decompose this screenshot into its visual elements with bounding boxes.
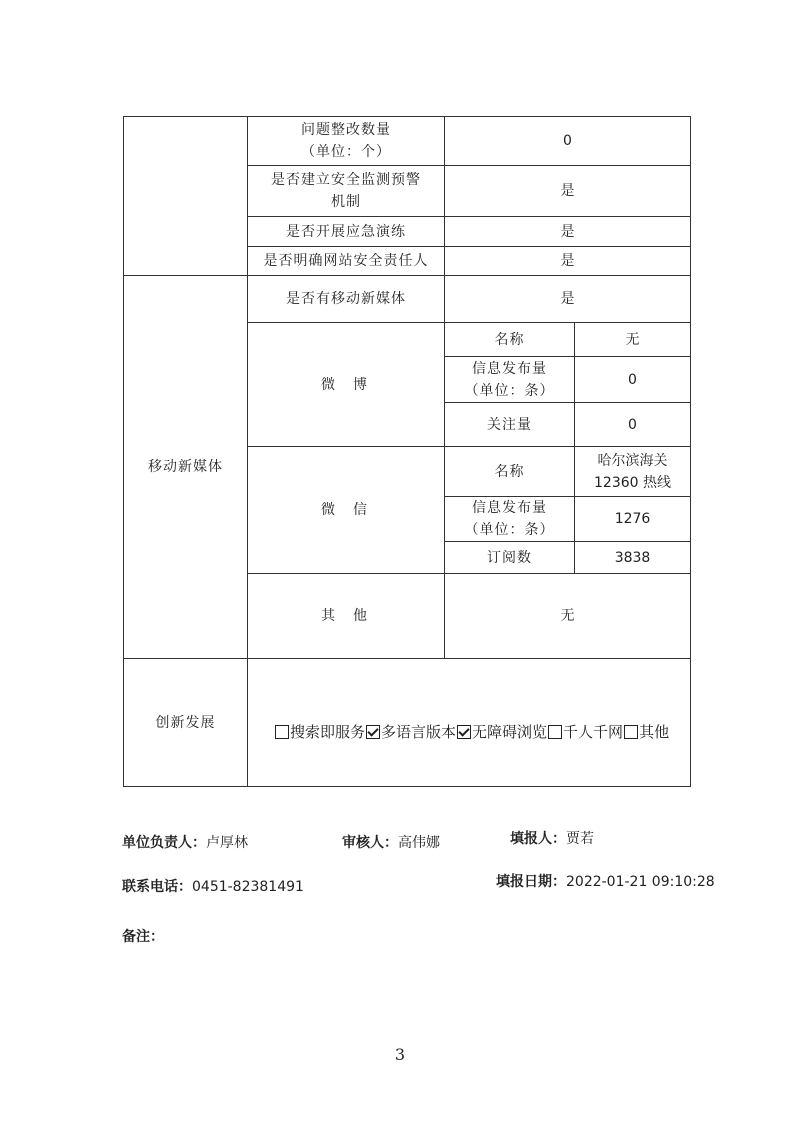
weibo-follow-label: 关注量 — [445, 403, 575, 447]
contact-phone-value: 0451-82381491 — [192, 879, 304, 895]
weibo-posts-label: 信息发布量 （单位：条） — [445, 357, 575, 403]
innovation-option-label: 其他 — [639, 723, 670, 741]
contact-phone — [122, 876, 304, 896]
mobile-media-section-label: 移动新媒体 — [124, 276, 248, 659]
innovation-option-label: 搜索即服务 — [290, 723, 366, 741]
remark-label: 备注： — [122, 929, 164, 945]
rectify-count-label: 问题整改数量 （单位：个） — [248, 117, 445, 166]
report-table — [123, 116, 691, 787]
checkbox-checked-icon[interactable] — [457, 725, 471, 739]
innovation-options — [248, 659, 691, 787]
filler — [510, 828, 594, 848]
other-media-label: 其他 — [248, 574, 445, 659]
checkbox-empty-icon[interactable] — [548, 725, 562, 739]
weibo-name-label: 名称 — [445, 323, 575, 357]
unit-leader — [122, 832, 248, 852]
wechat-name-value: 哈尔滨海关 12360 热线 — [575, 447, 691, 497]
weibo-label: 微博 — [248, 323, 445, 447]
innovation-option-label: 千人千网 — [563, 723, 624, 741]
page-number: 3 — [394, 1045, 406, 1064]
emergency-drill-label: 是否开展应急演练 — [248, 217, 445, 247]
emergency-drill-value: 是 — [445, 217, 691, 247]
has-mobile-media-label: 是否有移动新媒体 — [248, 276, 445, 323]
innovation-label: 创新发展 — [124, 659, 248, 787]
unit-leader-label: 单位负责人： — [122, 835, 206, 851]
checkbox-empty-icon[interactable] — [624, 725, 638, 739]
unit-leader-value: 卢厚林 — [206, 835, 248, 851]
security-owner-value: 是 — [445, 247, 691, 276]
wechat-name-label: 名称 — [445, 447, 575, 497]
weibo-posts-value: 0 — [575, 357, 691, 403]
filler-label: 填报人： — [510, 831, 566, 847]
security-owner-label: 是否明确网站安全责任人 — [248, 247, 445, 276]
contact-phone-label: 联系电话： — [122, 879, 192, 895]
fill-date-label: 填报日期： — [496, 874, 566, 890]
reviewer-label: 审核人： — [342, 835, 398, 851]
monitor-warning-label: 是否建立安全监测预警 机制 — [248, 166, 445, 217]
rectify-count-value: 0 — [445, 117, 691, 166]
checkbox-checked-icon[interactable] — [366, 725, 380, 739]
wechat-label: 微信 — [248, 447, 445, 574]
reviewer — [342, 832, 440, 852]
innovation-option-label: 无障碍浏览 — [472, 723, 548, 741]
section-label-empty — [124, 117, 248, 276]
fill-date — [496, 871, 715, 891]
wechat-subs-value: 3838 — [575, 542, 691, 574]
fill-date-value: 2022-01-21 09:10:28 — [566, 874, 715, 890]
weibo-name-value: 无 — [575, 323, 691, 357]
wechat-posts-value: 1276 — [575, 497, 691, 542]
remark — [122, 926, 164, 946]
wechat-posts-label: 信息发布量 （单位：条） — [445, 497, 575, 542]
innovation-checkbox-group — [274, 721, 669, 743]
has-mobile-media-value: 是 — [445, 276, 691, 323]
checkbox-empty-icon[interactable] — [275, 725, 289, 739]
other-media-value: 无 — [445, 574, 691, 659]
filler-value: 贾若 — [566, 831, 594, 847]
wechat-subs-label: 订阅数 — [445, 542, 575, 574]
monitor-warning-value: 是 — [445, 166, 691, 217]
innovation-option-label: 多语言版本 — [381, 723, 457, 741]
reviewer-value: 高伟娜 — [398, 835, 440, 851]
weibo-follow-value: 0 — [575, 403, 691, 447]
